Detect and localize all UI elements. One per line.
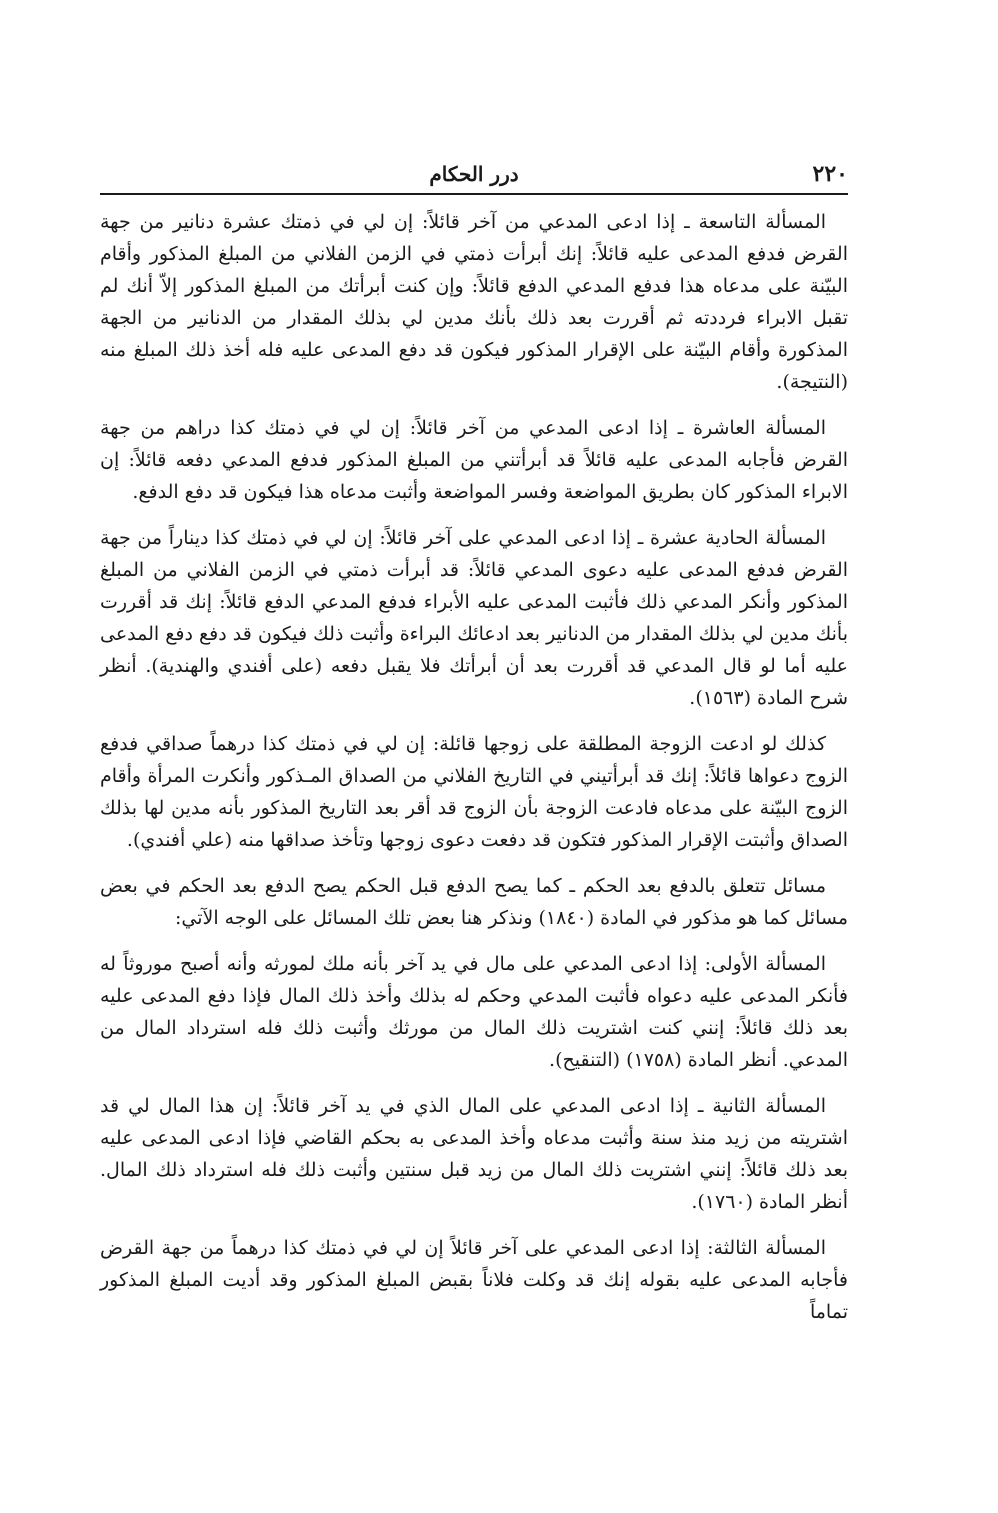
page-number: ٢٢٠: [812, 161, 848, 187]
page-header: [100, 160, 848, 192]
paragraph-issue-3: المسألة الثالثة: إذا ادعى المدعي على آخر قائلاً إن لي في ذمتك كذا درهماً من جهة القرض فأجابه المدعى عليه بقوله إنك قد وكلت فلاناً بقبض المبلغ المذكور وقد أديت المبلغ المذكور تماماً: [100, 1237, 848, 1323]
running-title: درر الحكام: [429, 162, 519, 186]
paragraph-issue-2: المسألة الثانية ـ إذا ادعى المدعي على المال الذي في يد آخر قائلاً: إن هذا المال لي قد اشتريته من زيد منذ سنة وأثبت مدعاه وأخذ المدعى به بحكم القاضي فإذا ادعى المدعى عليه بعد ذلك قائلاً: إنني اشتريت ذلك المال من زيد قبل سنتين وأثبت ذلك فله استرداد ذلك المال. أنظر المادة (١٧٦٠).: [100, 1095, 848, 1213]
paragraph-issue-11: المسألة الحادية عشرة ـ إذا ادعى المدعي على آخر قائلاً: إن لي في ذمتك كذا ديناراً من جهة القرض فدفع المدعى عليه دعوى المدعي قائلاً: قد أبرأت ذمتي في الزمن الفلاني من المبلغ المذكور وأنكر المدعي ذلك فأثبت المدعى عليه الأبراء فدفع المدعي الدفع قائلاً: إنك قد أقررت بأنك مدين لي بذلك المقدار من الدنانير بعد ادعائك البراءة وأثبت ذلك فيكون قد دفع دفع المدعى عليه أما لو قال المدعي قد أقررت بعد أن أبرأتك فلا يقبل دفعه (على أفندي والهندية). أنظر شرح المادة (١٥٦٣).: [100, 527, 848, 709]
body-text: [100, 206, 848, 1342]
paragraph-issue-1: المسألة الأولى: إذا ادعى المدعي على مال في يد آخر بأنه ملك لمورثه وأنه أصبح موروثاً له فأنكر المدعى عليه دعواه فأثبت المدعي وحكم له بذلك وأخذ ذلك المال فإذا دفع المدعى عليه بعد ذلك قائلاً: إنني كنت اشتريت ذلك المال من مورثك وأثبت ذلك فله استرداد المال من المدعي. أنظر المادة (١٧٥٨) (التنقيح).: [100, 953, 848, 1071]
paragraph-issue-10: المسألة العاشرة ـ إذا ادعى المدعي من آخر قائلاً: إن لي في ذمتك كذا دراهم من جهة القرض فأجابه المدعى عليه قائلاً قد أبرأتني من المبلغ المذكور فدفع المدعي دفعه قائلاً: إن الابراء المذكور كان بطريق المواضعة وفسر المواضعة وأثبت مدعاه هذا فيكون قد دفع الدفع.: [100, 417, 848, 503]
paragraph-after-judgment-intro: مسائل تتعلق بالدفع بعد الحكم ـ كما يصح الدفع قبل الحكم يصح الدفع بعد الحكم في بعض مسائل كما هو مذكور في المادة (١٨٤٠) ونذكر هنا بعض تلك المسائل على الوجه الآتي:: [100, 875, 848, 929]
header-rule: [100, 193, 848, 195]
paragraph-issue-9: المسألة التاسعة ـ إذا ادعى المدعي من آخر قائلاً: إن لي في ذمتك عشرة دنانير من جهة القرض فدفع المدعى عليه قائلاً: إنك أبرأت ذمتي في الزمن الفلاني من المبلغ المذكور وأقام البيّنة على مدعاه هذا فدفع المدعي الدفع قائلاً: وإن كنت أبرأتك من المبلغ المذكور إلاّ أنك لم تقبل الابراء فرددته ثم أقررت بعد ذلك بأنك مدين لي بذلك المقدار من الدنانير من الجهة المذكورة وأقام البيّنة على الإقرار المذكور فيكون قد دفع المدعى عليه فله أخذ ذلك المبلغ منه (النتيجة).: [100, 211, 848, 393]
paragraph-divorced-wife: كذلك لو ادعت الزوجة المطلقة على زوجها قائلة: إن لي في ذمتك كذا درهماً صداقي فدفع الزوج دعواها قائلاً: إنك قد أبرأتيني في التاريخ الفلاني من الصداق المـذكور وأنكرت المرأة وأقام الزوج البيّنة على مدعاه فادعت الزوجة بأن الزوج قد أقر بعد التاريخ المذكور بأنه مدين لها بذلك الصداق وأثبتت الإقرار المذكور فتكون قد دفعت دعوى زوجها وتأخذ صداقها منه (علي أفندي).: [100, 733, 848, 851]
